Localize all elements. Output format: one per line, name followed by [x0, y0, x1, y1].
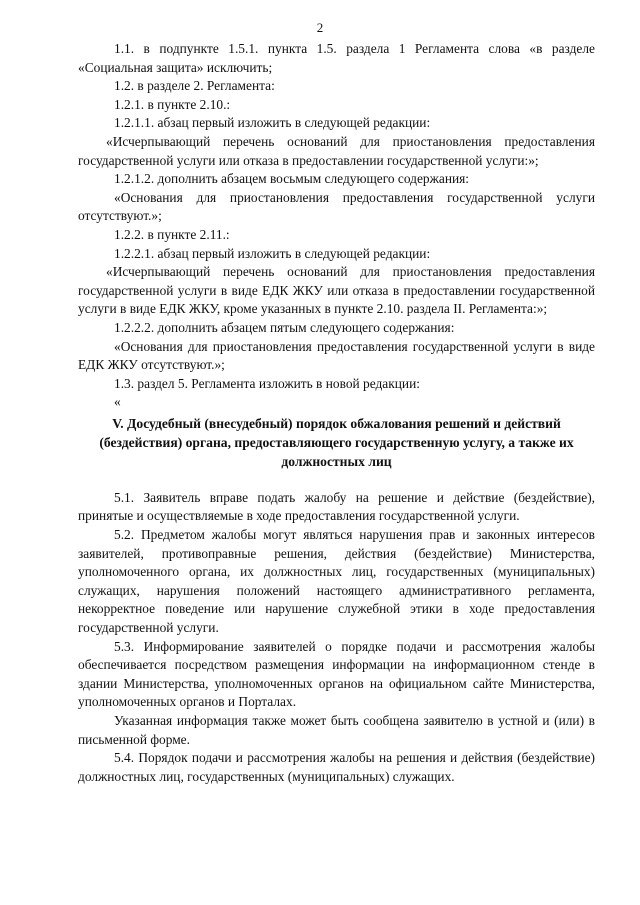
paragraph-1-2-1-1: 1.2.1.1. абзац первый изложить в следующей редакции:	[114, 115, 431, 131]
paragraph-1-3: 1.3. раздел 5. Регламента изложить в новой редакции:	[114, 375, 420, 391]
quote-paragraph-2-10: «Исчерпывающий перечень оснований для приостановления предоставления государственной услуги или отказа в предоставлении государственной услуги:»;	[78, 133, 595, 168]
paragraph-5-2: 5.2. Предметом жалобы могут являться нарушения прав и законных интересов заявителей, противоправные решения, действия (бездействие) Министерства, уполномоченного органа, их должностных лиц, государственных (муниципальных) служащих, нарушения положений настоящего административного регламента, некорректное поведение или нарушение служебной этики в ходе предоставления государственной услуги.	[78, 527, 595, 636]
quote-paragraph-2-11-fifth: «Основания для приостановления предоставления государственной услуги в виде ЕДК ЖКУ отсутствуют.»;	[78, 338, 595, 373]
paragraph-1-2: 1.2. в разделе 2. Регламента:	[114, 78, 275, 94]
section-heading: V. Досудебный (внесудебный) порядок обжалования решений и действий (бездействия) органа, предоставляющего государственную услугу, а также их должностных лиц	[99, 415, 574, 469]
paragraph-5-1: 5.1. Заявитель вправе подать жалобу на решение и действие (бездействие), принятые и осуществляемые в ходе предоставления государственной услуги.	[78, 489, 595, 524]
page-number: 2	[316, 20, 324, 35]
paragraph-1-2-2-1: 1.2.2.1. абзац первый изложить в следующей редакции:	[114, 245, 431, 261]
paragraph-1-1: 1.1. в подпункте 1.5.1. пункта 1.5. раздела 1 Регламента слова «в разделе «Социальная защита» исключить;	[78, 41, 595, 75]
paragraph-5-4: 5.4. Порядок подачи и рассмотрения жалобы на решения и действия (бездействие) должностных лиц, государственных (муниципальных) служащих.	[78, 750, 595, 784]
section-5	[78, 489, 595, 787]
quote-paragraph-2-11: «Исчерпывающий перечень оснований для приостановления предоставления государственной услуги в виде ЕДК ЖКУ или отказа в предоставлении государственной услуги в виде ЕДК ЖКУ, кроме указанных в пункте 2.10. раздела II. Регламента:»;	[78, 264, 595, 317]
paragraph-5-3: 5.3. Информирование заявителей о порядке подачи и рассмотрения жалобы обеспечивается посредством размещения информации на информационном стенде в здании Министерства, уполномоченных органов на официальном сайте Министерства, уполномоченных органов и Порталах.	[78, 638, 595, 710]
paragraph-1-2-1: 1.2.1. в пункте 2.10.:	[114, 96, 231, 112]
paragraph-5-3-note: Указанная информация также может быть сообщена заявителю в устной и (или) в письменной форме.	[78, 713, 595, 747]
paragraph-1-2-2: 1.2.2. в пункте 2.11.:	[114, 226, 230, 242]
paragraph-1-2-2-2: 1.2.2.2. дополнить абзацем пятым следующего содержания:	[114, 319, 455, 335]
opening-quote-mark: «	[114, 394, 121, 410]
document-body	[78, 40, 595, 786]
quote-paragraph-2-10-eighth: «Основания для приостановления предоставления государственной услуги отсутствуют.»;	[78, 189, 595, 224]
paragraph-1-2-1-2: 1.2.1.2. дополнить абзацем восьмым следующего содержания:	[114, 171, 470, 187]
